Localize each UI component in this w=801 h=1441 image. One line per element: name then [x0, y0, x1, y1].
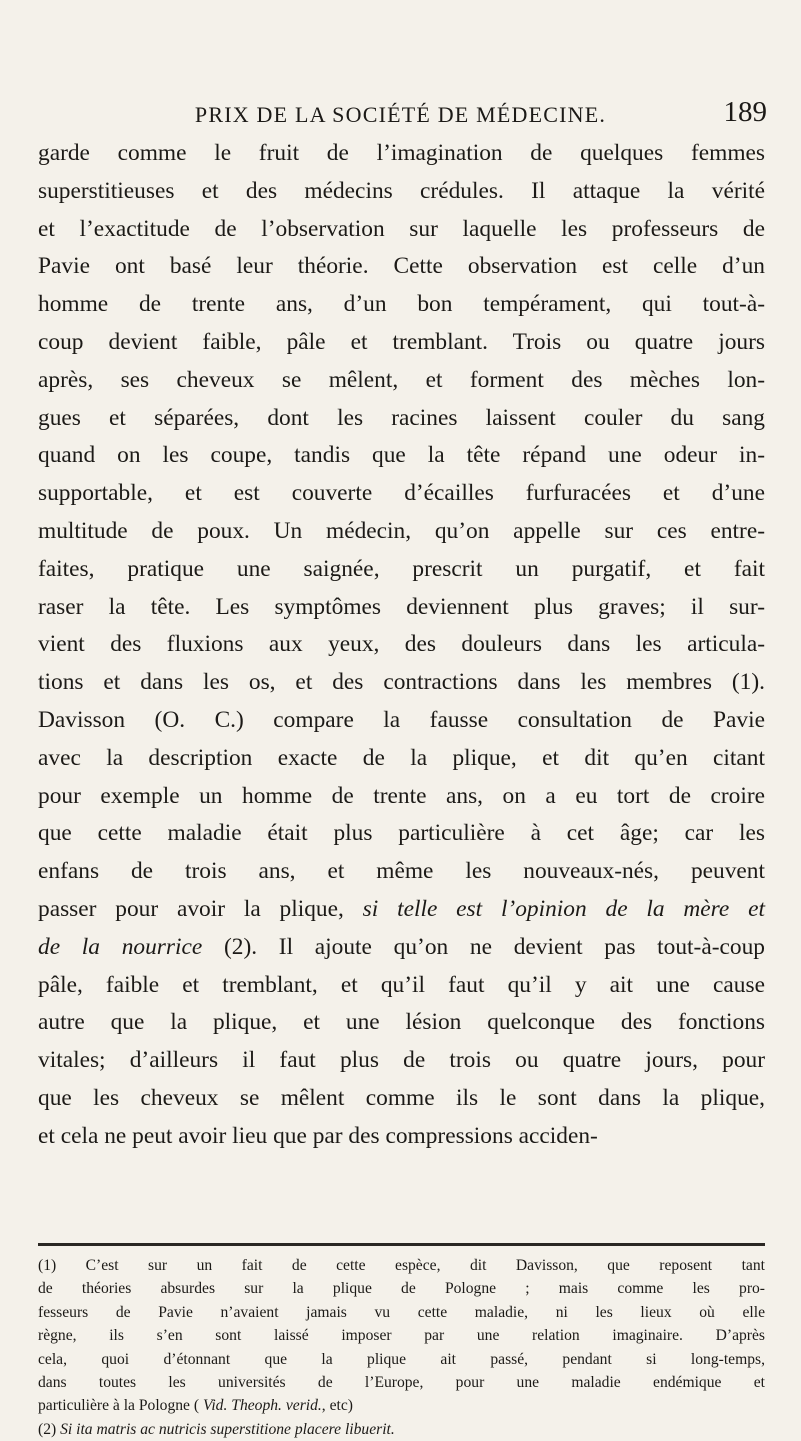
- footnote-line: de théories absurdes sur la plique de Pologne ; mais comme les pro-: [38, 1280, 765, 1298]
- text-line: gues et séparées, dont les racines laissent couler du sang: [38, 404, 765, 431]
- text-line: coup devient faible, pâle et tremblant. Trois ou quatre jours: [38, 328, 765, 355]
- text-line-with-italic: [38, 929, 765, 967]
- italic-phrase: de la nourrice: [38, 933, 203, 960]
- text-line: enfans de trois ans, et même les nouveaux-nés, peuvent: [38, 858, 765, 885]
- text-line: raser la tête. Les symptômes deviennent plus graves; il sur-: [38, 593, 765, 620]
- text-line: autre que la plique, et une lésion quelconque des fonctions: [38, 1009, 765, 1036]
- footnote-line: [38, 1394, 765, 1417]
- text-segment: passer pour avoir la plique,: [38, 895, 363, 922]
- text-line: pour exemple un homme de trente ans, on a eu tort de croire: [38, 782, 765, 809]
- text-line: homme de trente ans, d’un bon tempérament, qui tout-à-: [38, 291, 765, 318]
- text-line: et l’exactitude de l’observation sur laquelle les professeurs de: [38, 215, 765, 242]
- body-text: [38, 135, 765, 1156]
- text-line: faites, pratique une saignée, prescrit un purgatif, et fait: [38, 555, 765, 582]
- italic-phrase: si telle est l’opinion de la mère et: [362, 895, 765, 922]
- text-line: que les cheveux se mêlent comme ils le sont dans la plique,: [38, 1084, 765, 1111]
- text-line: pâle, faible et tremblant, et qu’il faut qu’il y ait une cause: [38, 971, 765, 998]
- page-header: [0, 96, 801, 132]
- footnote-line: règne, ils s’en sont laissé imposer par une relation imaginaire. D’après: [38, 1327, 765, 1345]
- text-line: supportable, et est couverte d’écailles furfuracées et d’une: [38, 480, 765, 507]
- text-segment: (2). Il ajoute qu’on ne devient pas tout-à-coup: [202, 933, 765, 960]
- footnote-line: [38, 1418, 765, 1441]
- text-line: après, ses cheveux se mêlent, et forment des mèches lon-: [38, 366, 765, 393]
- running-head: PRIX DE LA SOCIÉTÉ DE MÉDECINE.: [194, 102, 607, 127]
- text-line: garde comme le fruit de l’imagination de quelques femmes: [38, 140, 765, 166]
- text-line-with-italic: [38, 891, 765, 929]
- footnote-line: cela, quoi d’étonnant que la plique ait passé, pendant si long-temps,: [38, 1350, 765, 1368]
- text-line: quand on les coupe, tandis que la tête répand une odeur in-: [38, 442, 765, 469]
- footnote-separator: [38, 1243, 765, 1246]
- text-line: Pavie ont basé leur théorie. Cette observation est celle d’un: [38, 253, 765, 280]
- text-line: avec la description exacte de la plique, et dit qu’en citant: [38, 744, 765, 771]
- footnotes: [38, 1254, 765, 1441]
- text-line: Davisson (O. C.) compare la fausse consultation de Pavie: [38, 706, 765, 733]
- italic-citation: Si ita matris ac nutricis superstitione placere libuerit.: [60, 1420, 395, 1438]
- footnote-marker: (2): [38, 1420, 61, 1438]
- text-line: vient des fluxions aux yeux, des douleurs dans les articula-: [38, 631, 765, 658]
- text-line: vitales; d’ailleurs il faut plus de trois ou quatre jours, pour: [38, 1047, 765, 1074]
- page-number: 189: [723, 96, 767, 128]
- footnote-line: fesseurs de Pavie n’avaient jamais vu cette maladie, ni les lieux où elle: [38, 1303, 765, 1321]
- text-line: tions et dans les os, et des contractions dans les membres (1).: [38, 669, 765, 696]
- italic-citation: Vid. Theoph. verid.: [202, 1397, 322, 1415]
- footnote-line: dans toutes les universités de l’Europe, pour une maladie endémique et: [38, 1373, 765, 1391]
- text-segment: , etc): [321, 1397, 353, 1415]
- text-line: et cela ne peut avoir lieu que par des compressions acciden-: [38, 1122, 598, 1149]
- text-line: multitude de poux. Un médecin, qu’on appelle sur ces entre-: [38, 517, 765, 544]
- text-segment: particulière à la Pologne (: [38, 1397, 200, 1415]
- text-line: superstitieuses et des médecins crédules. Il attaque la vérité: [38, 177, 765, 204]
- footnote-line: (1) C’est sur un fait de cette espèce, dit Davisson, que reposent tant: [38, 1257, 765, 1274]
- text-line: que cette maladie était plus particulière à cet âge; car les: [38, 820, 765, 847]
